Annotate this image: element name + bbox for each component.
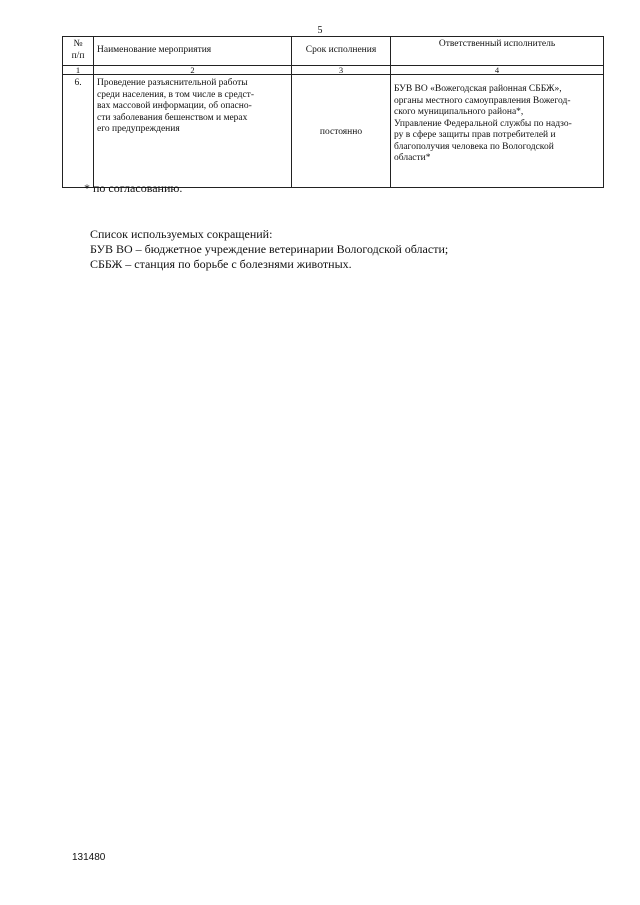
header-number-line: № — [73, 39, 83, 50]
responsible-line: БУВ ВО «Вожегодская районная СББЖ», — [394, 84, 562, 94]
document-code: 131480 — [72, 852, 106, 863]
page-number: 5 — [317, 25, 323, 36]
responsible-executor — [391, 75, 604, 188]
column-number: 1 — [63, 66, 94, 75]
abbreviation-item: БУВ ВО – бюджетное учреждение ветеринарии Вологодской области; — [90, 242, 449, 256]
measures-table — [62, 36, 604, 188]
table-row — [63, 75, 604, 188]
execution-term: постоянно — [292, 75, 391, 188]
header-number-line: п/п — [71, 51, 85, 61]
table-header-row — [63, 37, 604, 66]
measure-name-line: Проведение разъяснительной работы — [97, 78, 248, 88]
measure-name-line: сти заболевания бешенством и мерах — [97, 112, 248, 123]
responsible-line: ру в сфере защиты прав потребителей и — [394, 130, 556, 141]
responsible-line: Управление Федеральной службы по надзо- — [394, 118, 572, 129]
header-responsible: Ответственный исполнитель — [391, 37, 604, 66]
responsible-line: органы местного самоуправления Вожегод- — [394, 95, 571, 106]
footnote: * по согласованию. — [84, 181, 183, 195]
measure-name-line: его предупреждения — [97, 124, 180, 135]
measure-name-line: вах массовой информации, об опасно- — [97, 101, 252, 112]
column-number: 2 — [94, 66, 292, 75]
abbreviations-title: Список используемых сокращений: — [90, 227, 273, 241]
row-number: 6. — [63, 75, 94, 188]
column-number: 3 — [292, 66, 391, 75]
responsible-line: области* — [394, 153, 431, 164]
abbreviations-list — [90, 227, 448, 272]
responsible-line: благополучия человека по Вологодской — [394, 141, 554, 152]
header-name: Наименование мероприятия — [94, 37, 292, 66]
abbreviation-item: СББЖ – станция по борьбе с болезнями животных. — [90, 257, 352, 271]
header-number — [63, 37, 94, 66]
responsible-line: ского муниципального района*, — [394, 107, 524, 118]
column-number: 4 — [391, 66, 604, 75]
header-term: Срок исполнения — [292, 37, 391, 66]
column-number-row — [63, 66, 604, 75]
measure-name-line: среди населения, в том числе в средст- — [97, 89, 254, 100]
measure-name — [94, 75, 292, 188]
